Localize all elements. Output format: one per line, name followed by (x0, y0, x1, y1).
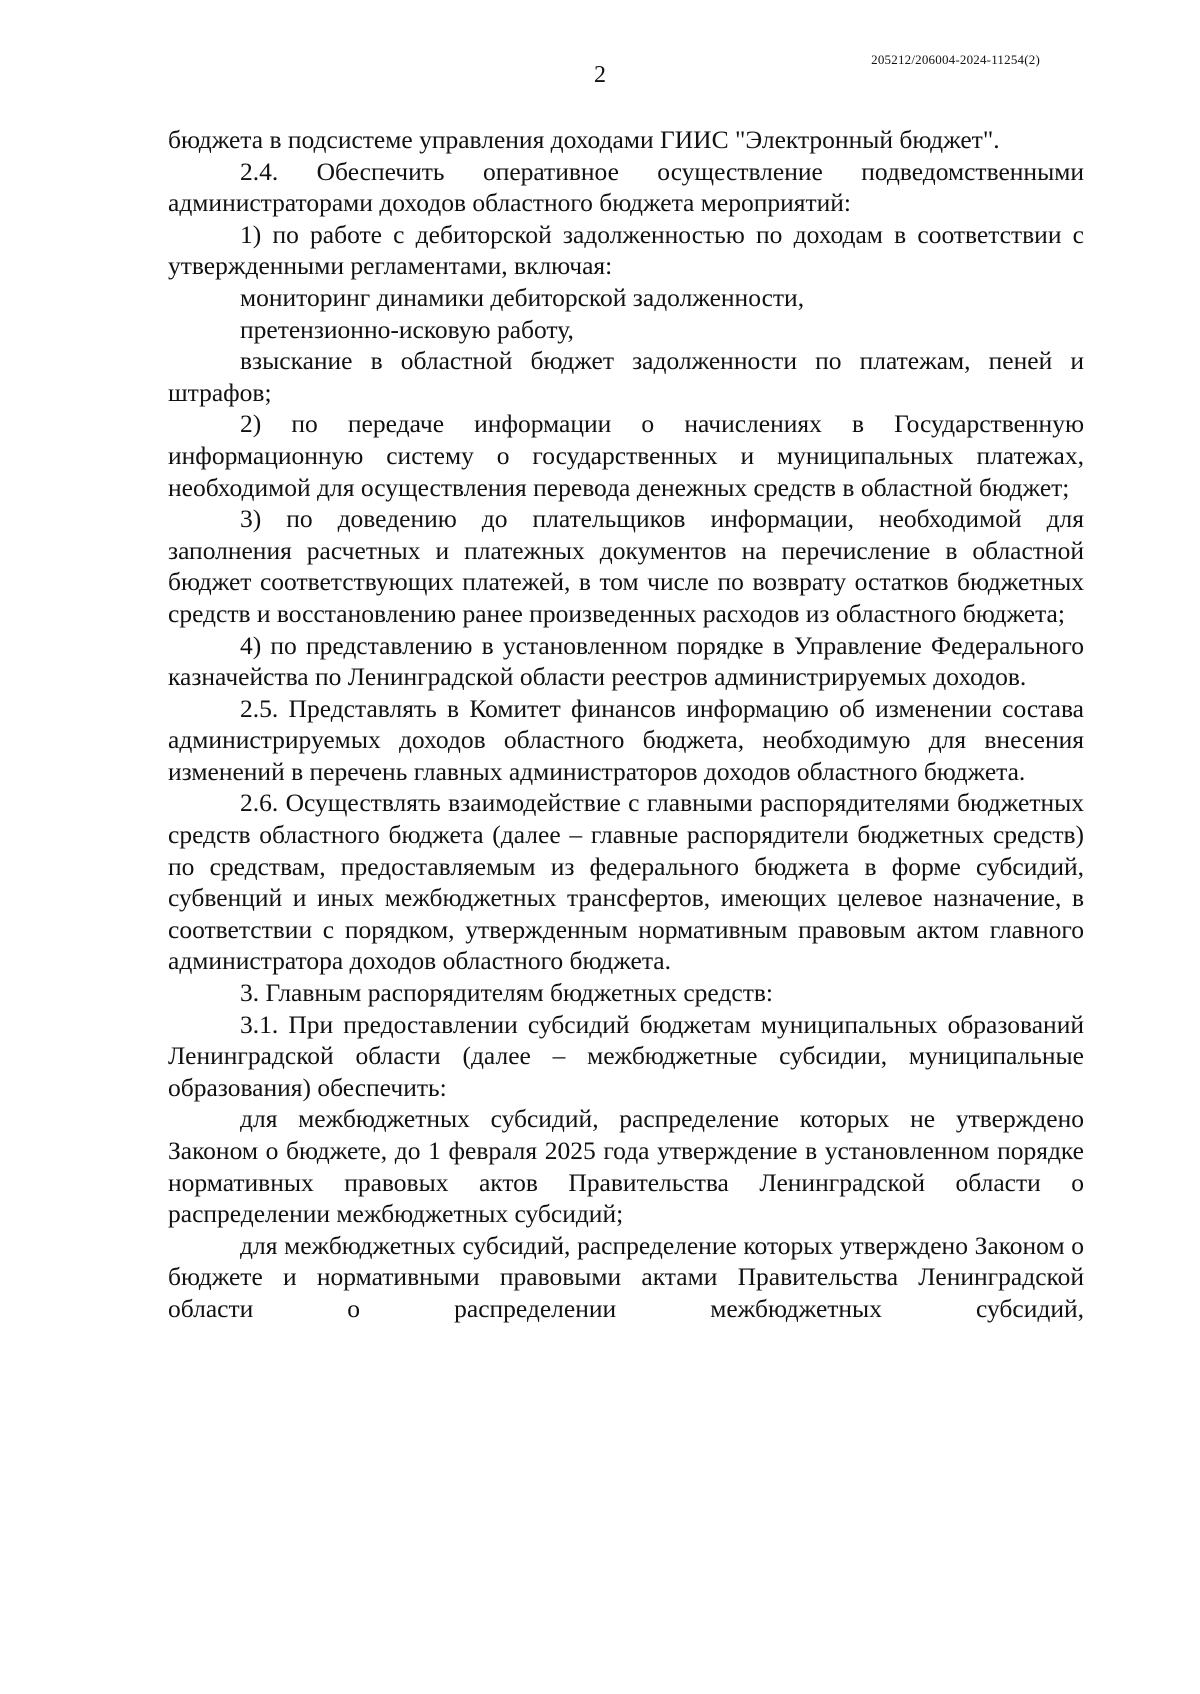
paragraph-3-1: 3.1. При предоставлении субсидий бюджетам муниципальных образований Ленинградской области (далее – межбюджетные субсидии, муниципальные образования) обеспечить: (168, 1009, 1084, 1102)
paragraph-2-4-item-2: 2) по передаче информации о начислениях в Государственную информационную систему о государственных и муниципальных платежах, необходимой для осуществления перевода денежных средств в областной бюджет; (168, 409, 1084, 502)
page-number: 2 (594, 62, 606, 88)
paragraph-2-4: 2.4. Обеспечить оперативное осуществление подведомственными администраторами доходов областного бюджета мероприятий: (168, 156, 1084, 218)
paragraph-2-4-item-3: 3) по доведению до плательщиков информации, необходимой для заполнения расчетных и платежных документов на перечисление в областной бюджет соответствующих платежей, в том числе по возврату остатков бюджетных средств и восстановлению ранее произведенных расходов из областного бюджета; (168, 504, 1084, 628)
paragraph-budget-subsystem: бюджета в подсистеме управления доходами ГИИС "Электронный бюджет". (168, 125, 1000, 154)
paragraph-claims-work: претензионно-исковую работу, (240, 314, 574, 344)
paragraph-debt-recovery: взыскание в областной бюджет задолженности по платежам, пеней и штрафов; (168, 346, 1084, 407)
paragraph-2-6: 2.6. Осуществлять взаимодействие с главными распорядителями бюджетных средств областного бюджета (далее – главные распорядители бюджетных средств) по средствам, предоставляемым из федерального бюджета в форме субсидий, субвенций и иных межбюджетных трансфертов, имеющих целевое назначение, в соответствии с порядком, утвержденным нормативным правовым актом главного администратора доходов областного бюджета. (168, 788, 1084, 976)
paragraph-2-4-item-4: 4) по представлению в установленном порядке в Управление Федерального казначейства по Ленинградской области реестров администрируемых доходов. (168, 630, 1084, 692)
paragraph-2-4-item-1: 1) по работе с дебиторской задолженностью по доходам в соответствии с утвержденными регламентами, включая: (168, 219, 1084, 281)
document-registration-number: 205212/206004-2024-11254(2) (871, 52, 1040, 67)
paragraph-monitoring: мониторинг динамики дебиторской задолженности, (240, 282, 805, 312)
paragraph-approved-subsidies: для межбюджетных субсидий, распределение которых утверждено Законом о бюджете и нормативными правовыми актами Правительства Ленинградской области о распределении межбюджетных субсидий, (168, 1230, 1084, 1323)
paragraph-unapproved-subsidies: для межбюджетных субсидий, распределение которых не утверждено Законом о бюджете, до 1 февраля 2025 года утверждение в установленном порядке нормативных правовых актов Правительства Ленинградской области о распределении межбюджетных субсидий; (168, 1104, 1084, 1229)
paragraph-3: 3. Главным распорядителям бюджетных средств: (240, 978, 773, 1008)
paragraph-2-5: 2.5. Представлять в Комитет финансов информацию об изменении состава администрируемых доходов областного бюджета, необходимую для внесения изменений в перечень главных администраторов доходов областного бюджета. (168, 693, 1084, 786)
document-body (168, 124, 1084, 1325)
